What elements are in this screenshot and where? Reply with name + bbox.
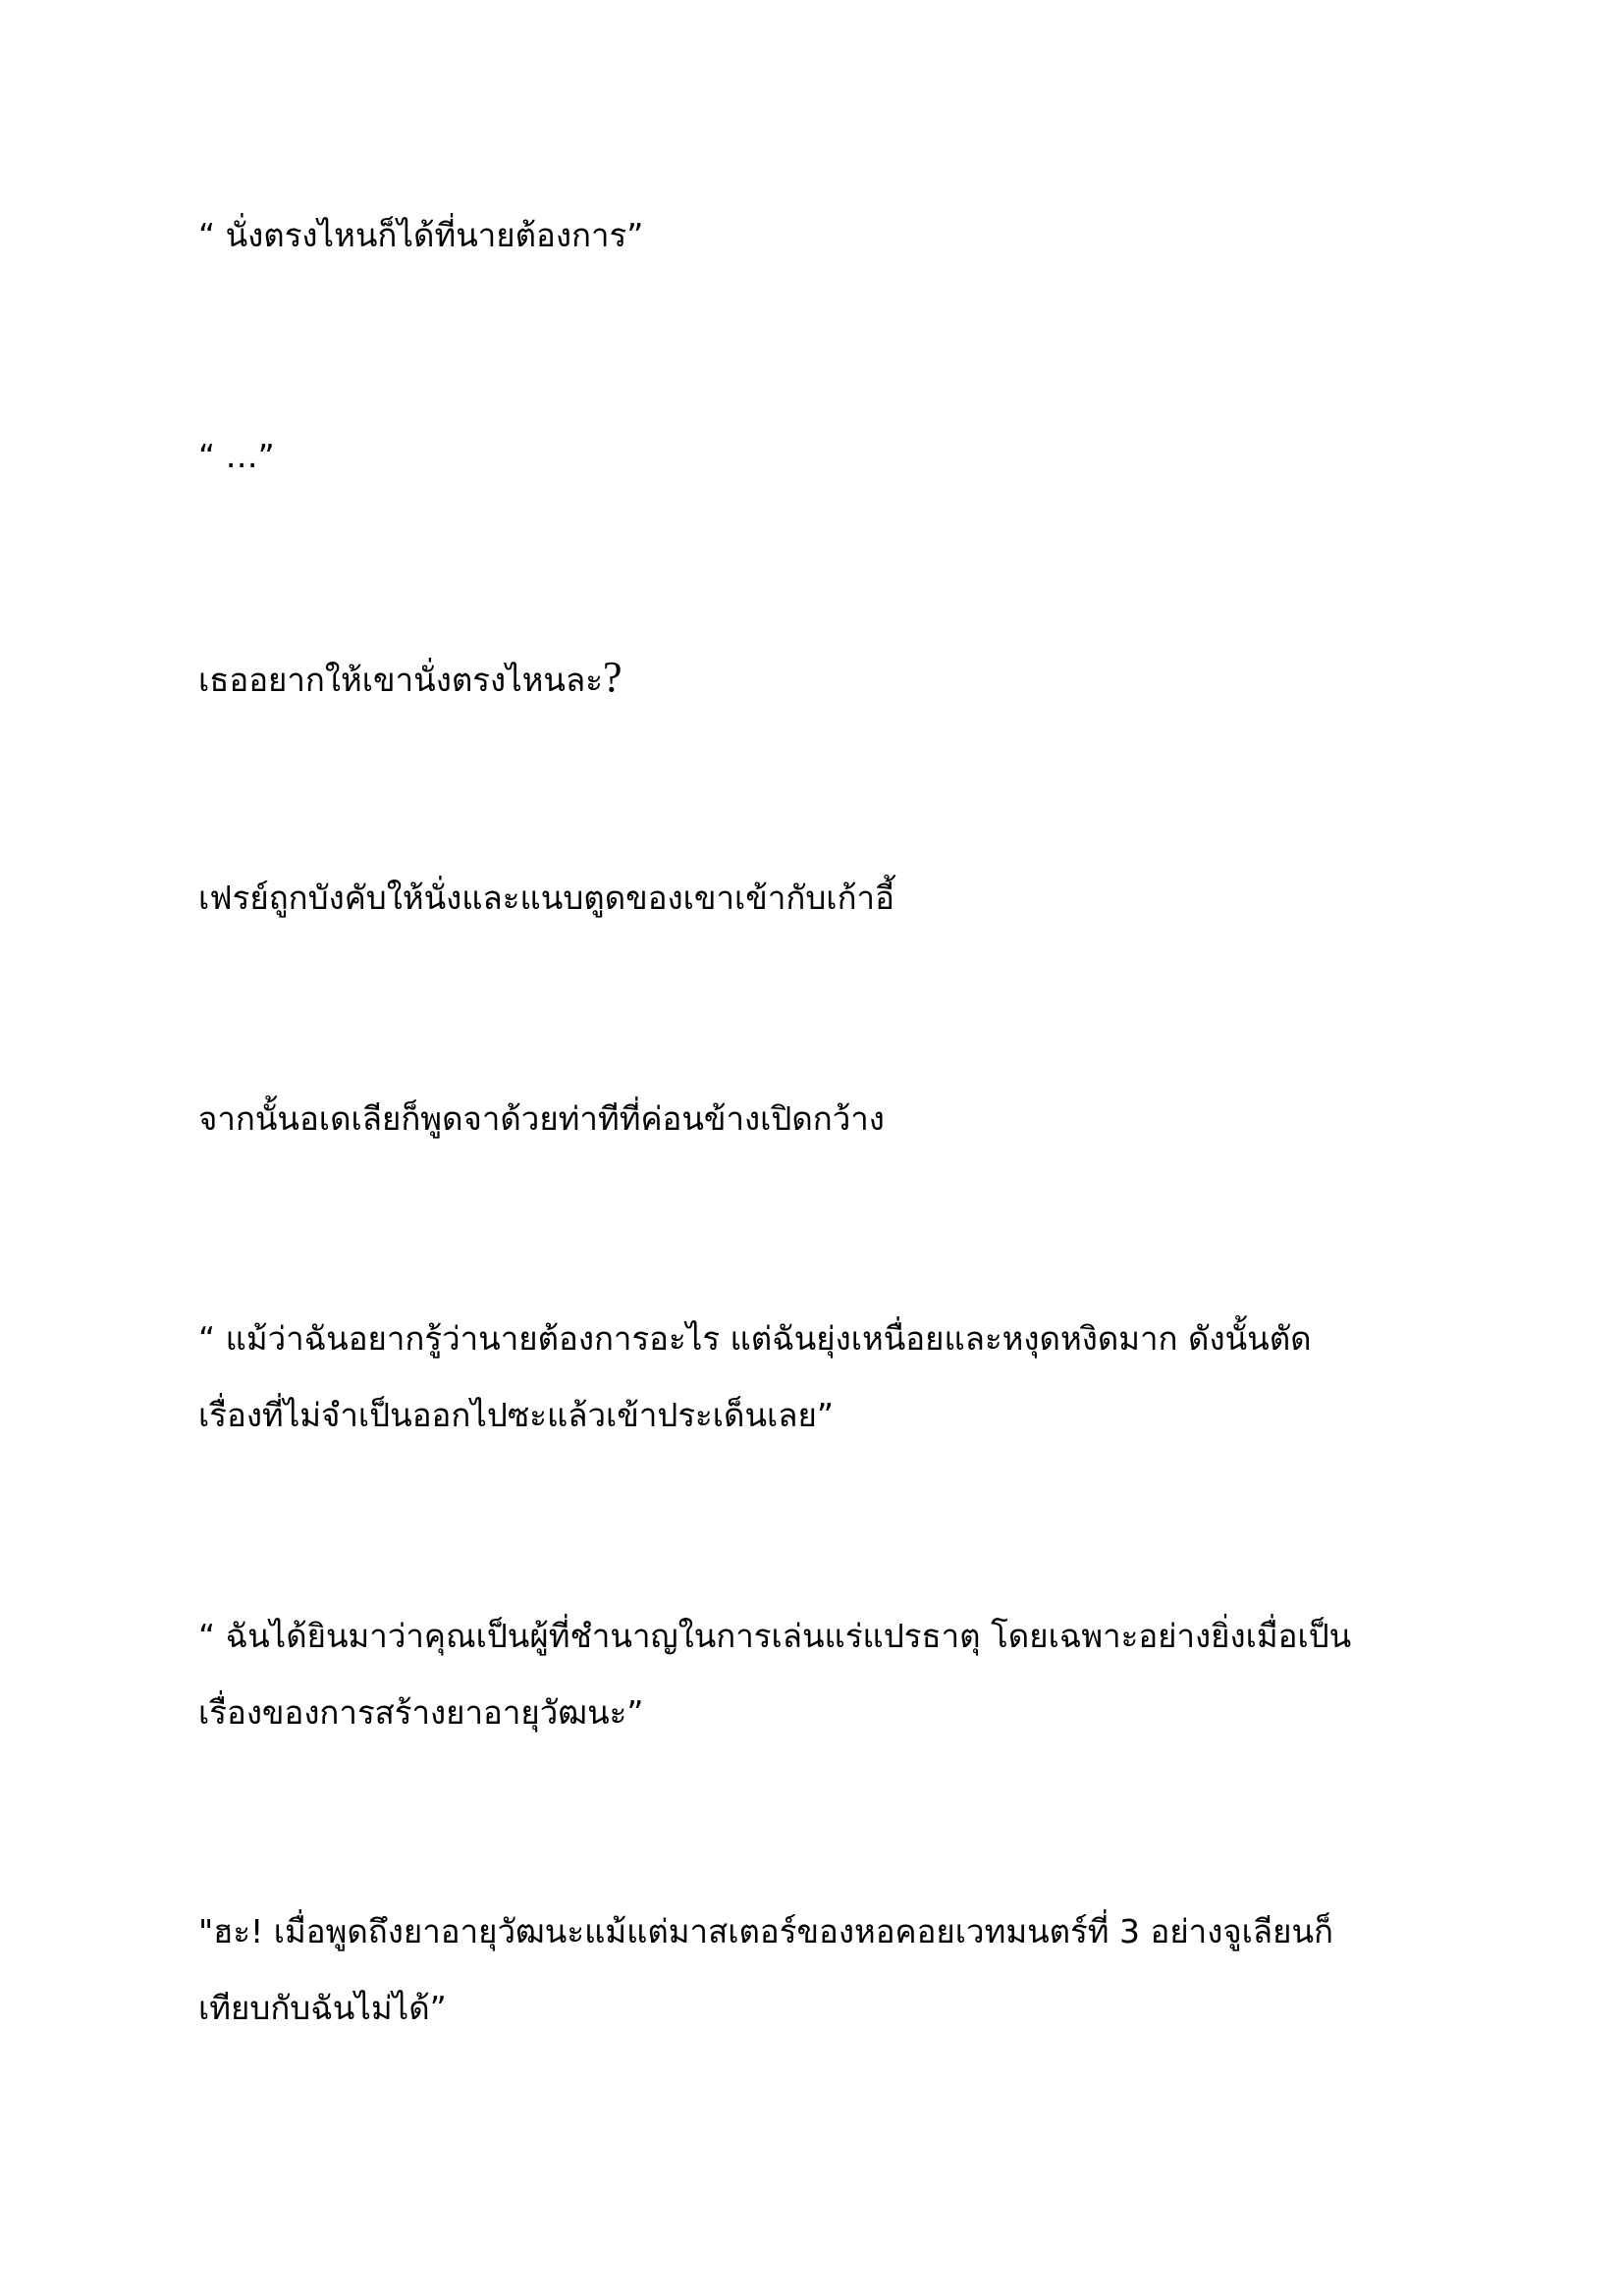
text-line: “ นั่งตรงไหนก็ได้ที่นายต้องการ”: [198, 216, 644, 254]
narration-paragraph-5: [198, 1081, 1435, 1157]
text-line: "ฮะ! เมื่อพูดถึงยาอายุวัฒนะแม้แต่มาสเตอร์ของหอคอยเวทมนตร์ที่ 3 อย่างจูเลียนก็: [198, 1912, 1334, 1950]
dialogue-paragraph-6: [198, 1301, 1435, 1454]
text-segment: เธออยากให้เขานั่งตรงไหนละ: [198, 661, 603, 699]
text-line: “ แม้ว่าฉันอยากรู้ว่านายต้องการอะไร แต่ฉันยุ่งเหนื่อยและหงุดหงิดมาก ดังนั้นตัด: [198, 1319, 1312, 1358]
question-mark: ?: [602, 653, 623, 701]
text-line: “ ฉันได้ยินมาว่าคุณเป็นผู้ที่ชำนาญในการเล่นแร่แปรธาตุ โดยเฉพาะอย่างยิ่งเมื่อเป็น: [198, 1617, 1352, 1655]
text-line: จากนั้นอเดเลียก็พูดจาด้วยท่าทีที่ค่อนข้างเปิดกว้าง: [198, 1099, 885, 1138]
dialogue-paragraph-2: [198, 418, 1435, 495]
narration-paragraph-3: [198, 639, 1435, 716]
text-line: “ …”: [198, 437, 275, 475]
text-line: เฟรย์ถูกบังคับให้นั่งและแนบตูดของเขาเข้ากับเก้าอี้: [198, 879, 894, 917]
text-line: เรื่องของการสร้างยาอายุวัฒนะ”: [198, 1693, 644, 1732]
text-line: เทียบกับฉันไม่ได้”: [198, 1989, 447, 2027]
dialogue-paragraph-8: [198, 1894, 1435, 2047]
dialogue-paragraph-1: [198, 197, 1435, 274]
dialogue-paragraph-7: [198, 1598, 1435, 1751]
text-line: เรื่องที่ไม่จำเป็นออกไปซะแล้วเข้าประเด็นเลย”: [198, 1396, 834, 1434]
narration-paragraph-4: [198, 860, 1435, 936]
text-line: [198, 639, 1435, 716]
